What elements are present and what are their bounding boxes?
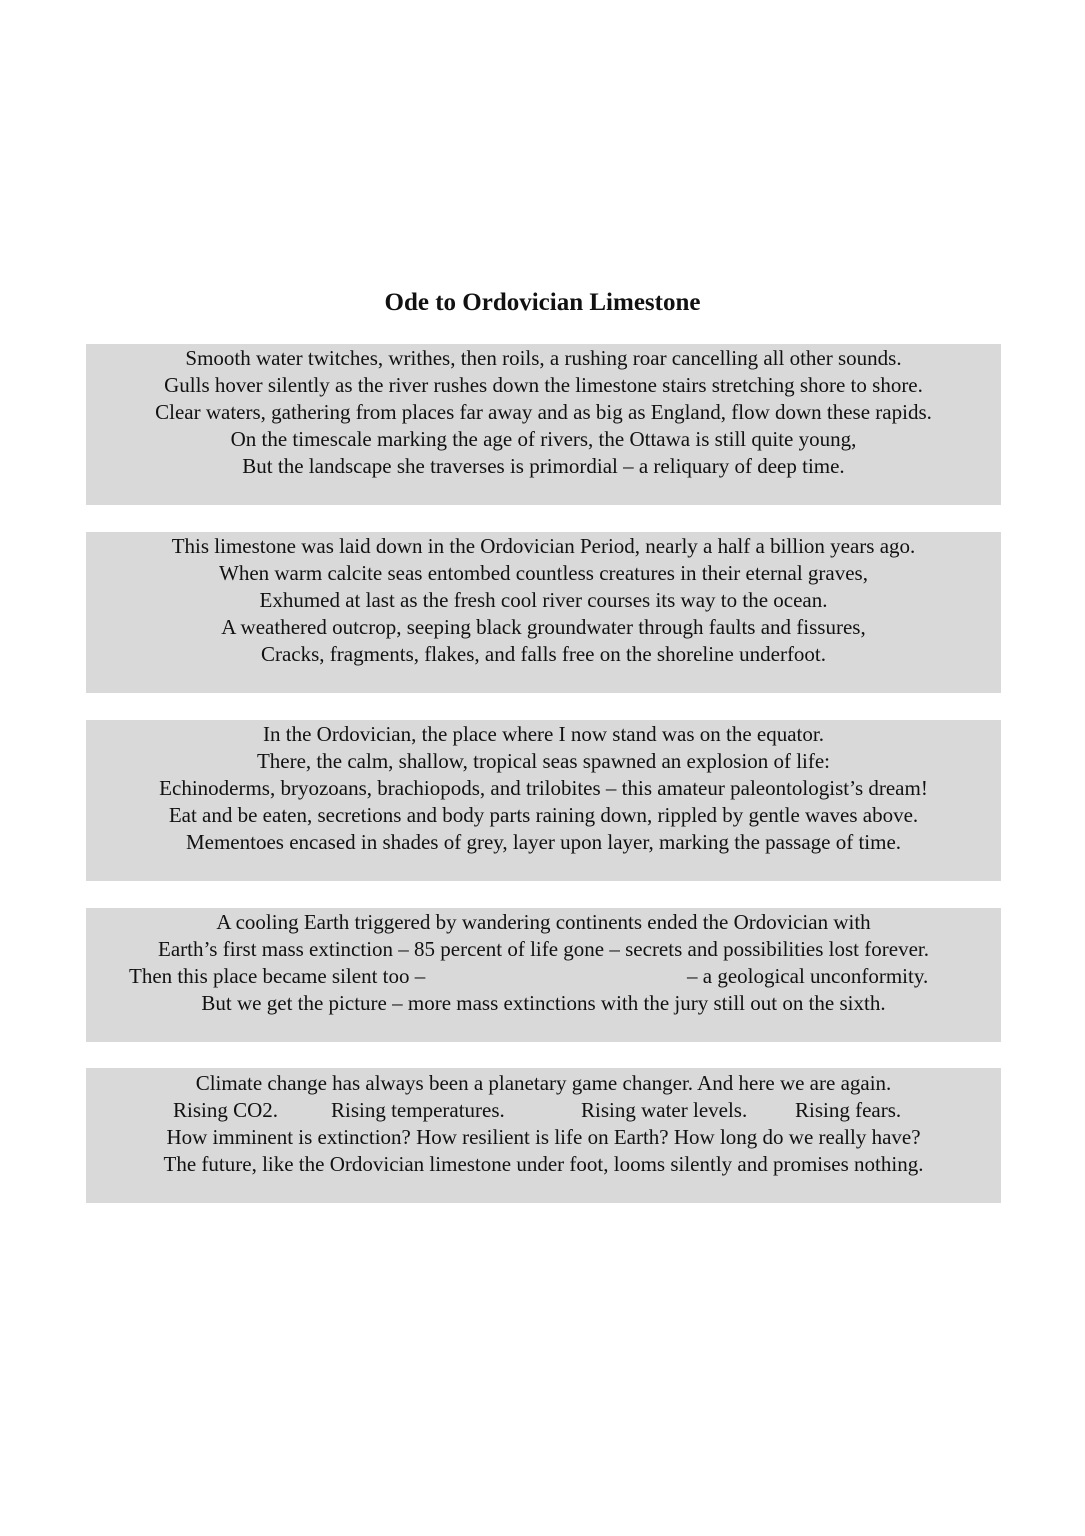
poem-title: Ode to Ordovician Limestone	[384, 289, 701, 316]
poem-line: Clear waters, gathering from places far away and as big as England, flow down these rapids.	[155, 400, 932, 424]
poem-line: Mementoes encased in shades of grey, layer upon layer, marking the passage of time.	[185, 830, 902, 854]
stanza-3	[86, 720, 1001, 881]
poem-line: The future, like the Ordovician limestone under foot, looms silently and promises nothing.	[163, 1152, 924, 1176]
poem-line-spaced	[86, 1097, 1001, 1124]
poem-line: In the Ordovician, the place where I now stand was on the equator.	[263, 722, 824, 746]
poem-line: Smooth water twitches, writhes, then roils, a rushing roar cancelling all other sounds.	[185, 346, 902, 370]
stanza-2	[86, 532, 1001, 693]
poem-line-segment: – a geological unconformity.	[687, 964, 929, 988]
poem-line: A weathered outcrop, seeping black groundwater through faults and fissures,	[221, 615, 866, 639]
stanza-4	[86, 908, 1001, 1042]
stanza-5	[86, 1068, 1001, 1203]
poem-phrase: Rising temperatures.	[331, 1098, 505, 1122]
stanza-1	[86, 344, 1001, 505]
poem-phrase: Rising water levels.	[581, 1098, 748, 1122]
poem-line: But we get the picture – more mass extinctions with the jury still out on the sixth.	[201, 991, 886, 1015]
poem-line: A cooling Earth triggered by wandering continents ended the Ordovician with	[216, 910, 871, 934]
poem-line: When warm calcite seas entombed countless creatures in their eternal graves,	[219, 561, 868, 585]
poem-line: Exhumed at last as the fresh cool river courses its way to the ocean.	[259, 588, 828, 612]
poem-line: But the landscape she traverses is primordial – a reliquary of deep time.	[242, 454, 845, 478]
poem-line: Climate change has always been a planetary game changer. And here we are again.	[195, 1071, 892, 1095]
poem-line: Cracks, fragments, flakes, and falls free on the shoreline underfoot.	[260, 642, 827, 666]
poem-phrase: Rising CO2.	[173, 1098, 279, 1122]
poem-line: Gulls hover silently as the river rushes down the limestone stairs stretching shore to shore.	[164, 373, 923, 397]
poem-line: Eat and be eaten, secretions and body parts raining down, rippled by gentle waves above.	[168, 803, 919, 827]
poem-line: Earth’s first mass extinction – 85 percent of life gone – secrets and possibilities lost forever.	[158, 937, 929, 961]
poem-line: This limestone was laid down in the Ordovician Period, nearly a half a billion years ago.	[171, 534, 916, 558]
poem-line: How imminent is extinction? How resilient is life on Earth? How long do we really have?	[166, 1125, 921, 1149]
poem-line-with-gap	[86, 963, 1001, 990]
poem-line: Echinoderms, bryozoans, brachiopods, and trilobites – this amateur paleontologist’s dream!	[159, 776, 928, 800]
poem-line: There, the calm, shallow, tropical seas spawned an explosion of life:	[256, 749, 831, 773]
poem-phrase: Rising fears.	[795, 1098, 902, 1122]
poem-line: On the timescale marking the age of rivers, the Ottawa is still quite young,	[230, 427, 857, 451]
poem-line-segment: Then this place became silent too –	[129, 964, 426, 988]
